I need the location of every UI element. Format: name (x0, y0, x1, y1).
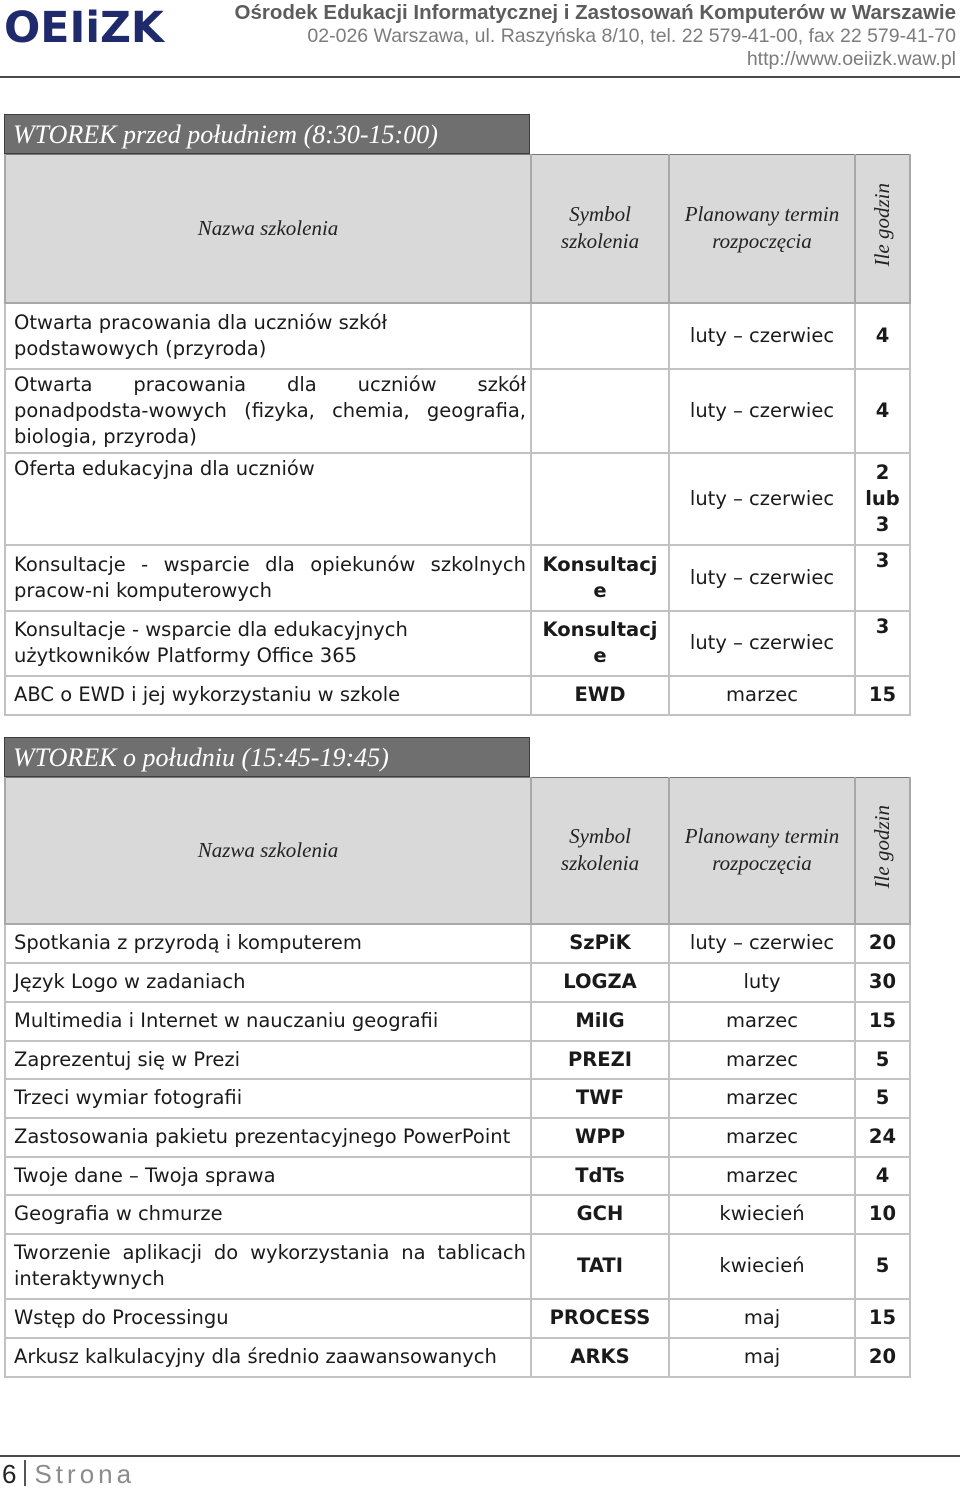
table-row (5, 1195, 910, 1234)
course-symbol: TWF (531, 1079, 669, 1118)
course-term: luty (669, 963, 855, 1002)
section-tuesday-afternoon (4, 737, 909, 1378)
course-term: luty – czerwiec (669, 545, 855, 611)
course-hours: 4 (855, 369, 910, 453)
course-hours: 2 lub 3 (855, 453, 910, 545)
course-name: Wstęp do Processingu (5, 1299, 531, 1338)
table-row (5, 1157, 910, 1195)
course-symbol: EWD (531, 676, 669, 715)
table-row (5, 963, 910, 1002)
course-term: marzec (669, 1002, 855, 1041)
course-hours: 3 (855, 545, 910, 611)
course-name: Konsultacje - wsparcie dla edukacyjnych użytkowników Platformy Office 365 (5, 611, 531, 676)
course-symbol: GCH (531, 1195, 669, 1234)
course-name: Konsultacje - wsparcie dla opiekunów szkolnych pracow-ni komputerowych (5, 545, 531, 611)
table-row (5, 1299, 910, 1338)
hours-header-label: Ile godzin (870, 805, 894, 889)
organization-name: Ośrodek Edukacji Informatycznej i Zastosowań Komputerów w Warszawie (234, 1, 956, 24)
course-symbol: PREZI (531, 1041, 669, 1079)
page-header (0, 0, 960, 80)
course-hours: 24 (855, 1118, 910, 1157)
header-divider (0, 76, 960, 78)
column-header-symbol: Symbol szkolenia (531, 155, 669, 303)
course-hours: 20 (855, 924, 910, 963)
course-term: maj (669, 1338, 855, 1377)
course-term: kwiecień (669, 1234, 855, 1299)
course-symbol (531, 369, 669, 453)
course-term: marzec (669, 1079, 855, 1118)
column-header-hours (855, 155, 910, 303)
course-hours: 3 (855, 611, 910, 676)
course-symbol: SzPiK (531, 924, 669, 963)
course-name: Twoje dane – Twoja sprawa (5, 1157, 531, 1195)
course-symbol: TATI (531, 1234, 669, 1299)
course-symbol (531, 453, 669, 545)
logo-text: OEIiZK (4, 3, 166, 48)
table-row (5, 676, 910, 715)
column-header-hours (855, 778, 910, 924)
course-name: Język Logo w zadaniach (5, 963, 531, 1002)
footer-separator (24, 1460, 26, 1486)
course-symbol: PROCESS (531, 1299, 669, 1338)
oeiizk-logo (4, 2, 166, 48)
course-hours: 10 (855, 1195, 910, 1234)
course-hours: 20 (855, 1338, 910, 1377)
course-term: marzec (669, 1118, 855, 1157)
column-header-term: Planowany termin rozpoczęcia (669, 155, 855, 303)
course-term: marzec (669, 1041, 855, 1079)
table-row (5, 369, 910, 453)
course-name: Geografia w chmurze (5, 1195, 531, 1234)
table-row (5, 1002, 910, 1041)
page-footer (2, 1459, 135, 1489)
course-hours: 5 (855, 1041, 910, 1079)
website-link[interactable]: http://www.oeiizk.waw.pl (746, 48, 956, 70)
section-tuesday-morning (4, 114, 909, 716)
schedule-table (4, 154, 911, 716)
header-text (235, 1, 956, 71)
course-term: luty – czerwiec (669, 453, 855, 545)
section-title: WTOREK przed południem (8:30-15:00) (4, 114, 530, 154)
page-number: 6 (2, 1459, 17, 1489)
column-header-name: Nazwa szkolenia (5, 778, 531, 924)
course-hours: 30 (855, 963, 910, 1002)
table-row (5, 303, 910, 369)
table-row (5, 545, 910, 611)
table-row (5, 453, 910, 545)
table-row (5, 1041, 910, 1079)
course-symbol: TdTs (531, 1157, 669, 1195)
table-header-row (5, 778, 910, 924)
course-term: luty – czerwiec (669, 611, 855, 676)
course-hours: 15 (855, 1299, 910, 1338)
course-symbol: Konsultacje (531, 611, 669, 676)
column-header-symbol: Symbol szkolenia (531, 778, 669, 924)
course-name: Tworzenie aplikacji do wykorzystania na tablicach interaktywnych (5, 1234, 531, 1299)
course-term: luty – czerwiec (669, 924, 855, 963)
course-name: Arkusz kalkulacyjny dla średnio zaawansowanych (5, 1338, 531, 1377)
course-hours: 4 (855, 303, 910, 369)
course-hours: 15 (855, 1002, 910, 1041)
section-title: WTOREK o południu (15:45-19:45) (4, 737, 530, 777)
column-header-name: Nazwa szkolenia (5, 155, 531, 303)
table-row (5, 1234, 910, 1299)
footer-divider (0, 1455, 960, 1457)
course-name: Zaprezentuj się w Prezi (5, 1041, 531, 1079)
course-name: Otwarta pracowania dla uczniów szkół podstawowych (przyroda) (5, 303, 531, 369)
address-line: 02-026 Warszawa, ul. Raszyńska 8/10, tel. 22 579-41-00, fax 22 579-41-70 (307, 25, 956, 47)
course-hours: 5 (855, 1234, 910, 1299)
course-hours: 5 (855, 1079, 910, 1118)
course-symbol: Konsultacje (531, 545, 669, 611)
course-symbol: ARKS (531, 1338, 669, 1377)
schedule-table (4, 777, 911, 1378)
course-name: Zastosowania pakietu prezentacyjnego PowerPoint (5, 1118, 531, 1157)
table-row (5, 1338, 910, 1377)
course-name: Otwarta pracowania dla uczniów szkół ponadpodsta-wowych (fizyka, chemia, geografia, biologia, przyroda) (5, 369, 531, 453)
course-term: kwiecień (669, 1195, 855, 1234)
course-name: ABC o EWD i jej wykorzystaniu w szkole (5, 676, 531, 715)
course-symbol (531, 303, 669, 369)
table-header-row (5, 155, 910, 303)
course-name: Multimedia i Internet w nauczaniu geografii (5, 1002, 531, 1041)
course-term: marzec (669, 676, 855, 715)
table-row (5, 924, 910, 963)
table-row (5, 1079, 910, 1118)
course-term: marzec (669, 1157, 855, 1195)
course-hours: 4 (855, 1157, 910, 1195)
course-term: luty – czerwiec (669, 303, 855, 369)
course-name: Spotkania z przyrodą i komputerem (5, 924, 531, 963)
course-term: luty – czerwiec (669, 369, 855, 453)
course-name: Oferta edukacyjna dla uczniów (5, 453, 531, 545)
hours-header-label: Ile godzin (870, 183, 894, 267)
page-label: Strona (34, 1459, 136, 1489)
course-symbol: MiIG (531, 1002, 669, 1041)
course-term: maj (669, 1299, 855, 1338)
table-row (5, 611, 910, 676)
column-header-term: Planowany termin rozpoczęcia (669, 778, 855, 924)
course-name: Trzeci wymiar fotografii (5, 1079, 531, 1118)
table-row (5, 1118, 910, 1157)
course-symbol: LOGZA (531, 963, 669, 1002)
course-symbol: WPP (531, 1118, 669, 1157)
course-hours: 15 (855, 676, 910, 715)
